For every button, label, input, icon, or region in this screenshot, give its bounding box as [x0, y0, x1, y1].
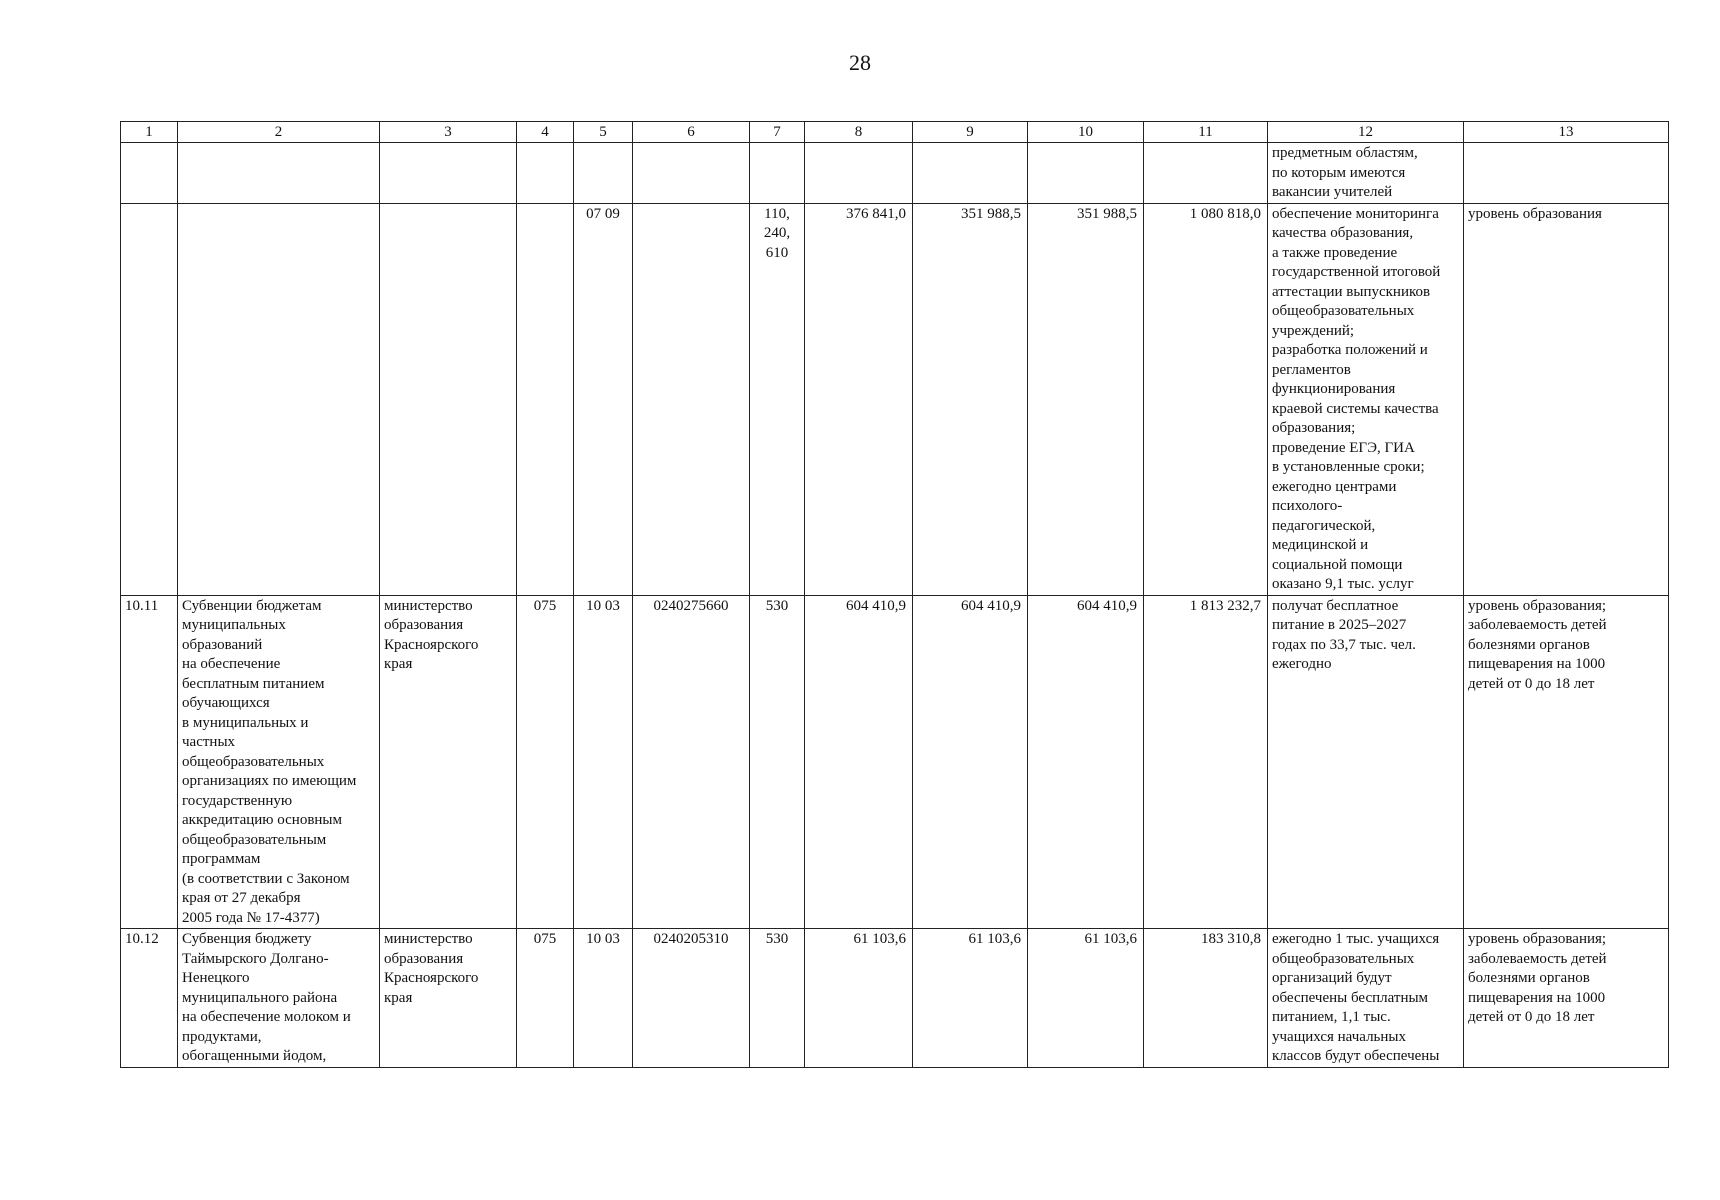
expense-type-cell: 110, 240, 610 [750, 203, 805, 595]
target-code-cell: 0240205310 [633, 929, 750, 1068]
table-cell [574, 143, 633, 204]
table-cell [633, 203, 750, 595]
column-header: 1 [121, 122, 178, 143]
table-row [121, 143, 1669, 204]
indicator-cell: уровень образования [1464, 203, 1669, 595]
administrator-cell: министерство образования Красноярского края [380, 929, 517, 1068]
result-cell: обеспечение мониторинга качества образования, а также проведение государственной итоговой аттестации выпускников общеобразовательных учреждений; разработка положений и регламентов функционирования краевой системы качества образования; проведение ЕГЭ, ГИА в установленные сроки; ежегодно центрами психолого- педагогической, медицинской и социальной помощи оказано 9,1 тыс. услуг [1268, 203, 1464, 595]
item-name-cell: Субвенция бюджету Таймырского Долгано- Ненецкого муниципального района на обеспечение молоком и продуктами, обогащенными йодом, [178, 929, 380, 1068]
table-cell [633, 143, 750, 204]
amount-cell: 604 410,9 [913, 595, 1028, 929]
result-cell: ежегодно 1 тыс. учащихся общеобразовательных организаций будут обеспечены бесплатным питанием, 1,1 тыс. учащихся начальных классов будут обеспечены [1268, 929, 1464, 1068]
section-code-cell: 10 03 [574, 595, 633, 929]
table-cell [380, 203, 517, 595]
item-number-cell: 10.11 [121, 595, 178, 929]
amount-cell: 61 103,6 [913, 929, 1028, 1068]
amount-cell: 604 410,9 [805, 595, 913, 929]
column-header: 2 [178, 122, 380, 143]
table-row [121, 203, 1669, 595]
column-header: 11 [1144, 122, 1268, 143]
item-name-cell: Субвенции бюджетам муниципальных образований на обеспечение бесплатным питанием обучающихся в муниципальных и частных общеобразовательных организациях по имеющим государственную аккредитацию основным общеобразовательным программам (в соответствии с Законом края от 27 декабря 2005 года № 17-4377) [178, 595, 380, 929]
column-header: 5 [574, 122, 633, 143]
table-cell [1144, 143, 1268, 204]
table-cell [178, 143, 380, 204]
grbs-code-cell: 075 [517, 595, 574, 929]
total-cell: 1 080 818,0 [1144, 203, 1268, 595]
amount-cell: 604 410,9 [1028, 595, 1144, 929]
total-cell: 1 813 232,7 [1144, 595, 1268, 929]
column-header: 7 [750, 122, 805, 143]
indicator-cell: уровень образования; заболеваемость детей болезнями органов пищеварения на 1000 детей от 0 до 18 лет [1464, 929, 1669, 1068]
table-cell [178, 203, 380, 595]
table-cell [121, 143, 178, 204]
table-cell [517, 203, 574, 595]
table-cell [913, 143, 1028, 204]
administrator-cell: министерство образования Красноярского края [380, 595, 517, 929]
header-row [121, 122, 1669, 143]
column-header: 12 [1268, 122, 1464, 143]
column-header: 8 [805, 122, 913, 143]
column-header: 6 [633, 122, 750, 143]
total-cell: 183 310,8 [1144, 929, 1268, 1068]
column-header: 13 [1464, 122, 1669, 143]
amount-cell: 351 988,5 [1028, 203, 1144, 595]
column-header: 3 [380, 122, 517, 143]
table-cell [750, 143, 805, 204]
table-row [121, 595, 1669, 929]
section-code-cell: 07 09 [574, 203, 633, 595]
expense-type-cell: 530 [750, 595, 805, 929]
amount-cell: 376 841,0 [805, 203, 913, 595]
table-cell [805, 143, 913, 204]
table-cell [1464, 143, 1669, 204]
table-row [121, 929, 1669, 1068]
column-header: 10 [1028, 122, 1144, 143]
result-cell: предметным областям, по которым имеются вакансии учителей [1268, 143, 1464, 204]
table-cell [121, 203, 178, 595]
amount-cell: 61 103,6 [1028, 929, 1144, 1068]
column-header: 9 [913, 122, 1028, 143]
page-number: 28 [849, 50, 871, 75]
section-code-cell: 10 03 [574, 929, 633, 1068]
indicator-cell: уровень образования; заболеваемость детей болезнями органов пищеварения на 1000 детей от 0 до 18 лет [1464, 595, 1669, 929]
budget-table [120, 121, 1669, 1068]
expense-type-cell: 530 [750, 929, 805, 1068]
amount-cell: 61 103,6 [805, 929, 913, 1068]
table-cell [517, 143, 574, 204]
grbs-code-cell: 075 [517, 929, 574, 1068]
item-number-cell: 10.12 [121, 929, 178, 1068]
table-cell [380, 143, 517, 204]
column-header: 4 [517, 122, 574, 143]
table-cell [1028, 143, 1144, 204]
amount-cell: 351 988,5 [913, 203, 1028, 595]
target-code-cell: 0240275660 [633, 595, 750, 929]
result-cell: получат бесплатное питание в 2025–2027 годах по 33,7 тыс. чел. ежегодно [1268, 595, 1464, 929]
